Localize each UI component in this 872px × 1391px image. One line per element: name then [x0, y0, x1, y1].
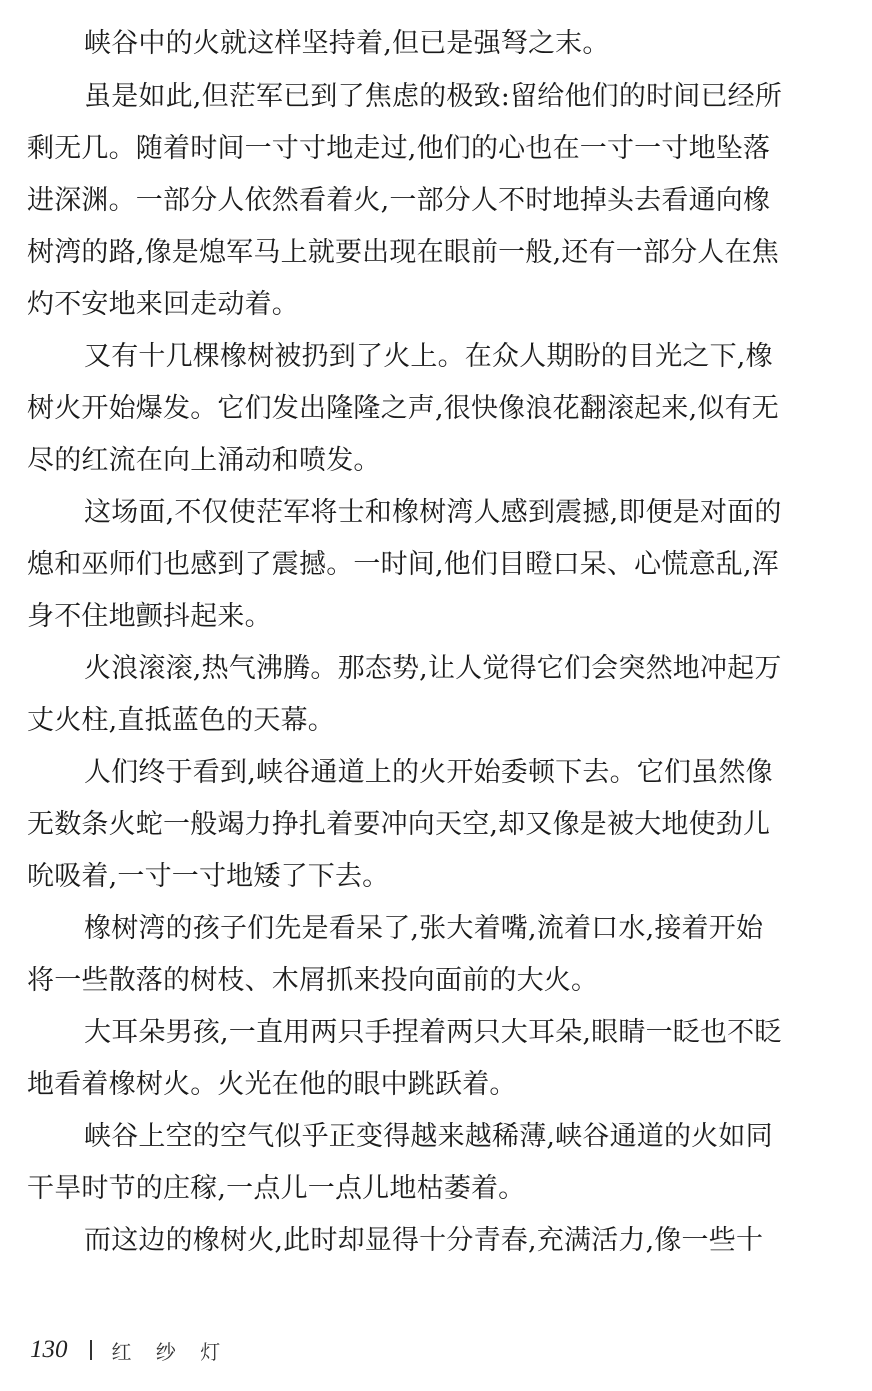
paragraph-3-line-3: 尽的红流在向上涌动和喷发。 [27, 445, 381, 476]
paragraph-8-line-1: 大耳朵男孩,一直用两只手捏着两只大耳朵,眼睛一眨也不眨 [84, 1017, 782, 1048]
paragraph-6-line-2: 无数条火蛇一般竭力挣扎着要冲向天空,却又像是被大地使劲儿 [27, 809, 771, 840]
paragraph-5-line-2: 丈火柱,直抵蓝色的天幕。 [27, 705, 335, 736]
paragraph-9-line-1: 峡谷上空的空气似乎正变得越来越稀薄,峡谷通道的火如同 [84, 1121, 773, 1152]
paragraph-2-line-3: 进深渊。一部分人依然看着火,一部分人不时地掉头去看通向橡 [27, 185, 771, 216]
page-number: 130 [30, 1336, 68, 1363]
paragraph-6-line-3: 吮吸着,一寸一寸地矮了下去。 [27, 861, 390, 892]
paragraph-7-line-1: 橡树湾的孩子们先是看呆了,张大着嘴,流着口水,接着开始 [84, 913, 764, 944]
paragraph-2-line-5: 灼不安地来回走动着。 [27, 289, 299, 320]
footer-divider [90, 1340, 92, 1360]
paragraph-2-line-1: 虽是如此,但茫军已到了焦虑的极致:留给他们的时间已经所 [84, 81, 783, 112]
book-title: 红 纱 灯 [111, 1339, 230, 1364]
paragraph-8-line-2: 地看着橡树火。火光在他的眼中跳跃着。 [27, 1069, 517, 1100]
paragraph-10-line-1: 而这边的橡树火,此时却显得十分青春,充满活力,像一些十 [84, 1225, 764, 1256]
paragraph-3-line-1: 又有十几棵橡树被扔到了火上。在众人期盼的目光之下,橡 [84, 341, 773, 372]
paragraph-4-line-2: 熄和巫师们也感到了震撼。一时间,他们目瞪口呆、心慌意乱,浑 [27, 549, 779, 580]
paragraph-7-line-2: 将一些散落的树枝、木屑抓来投向面前的大火。 [27, 965, 599, 996]
paragraph-1-line-1: 峡谷中的火就这样坚持着,但已是强弩之末。 [84, 28, 610, 59]
paragraph-4-line-1: 这场面,不仅使茫军将士和橡树湾人感到震撼,即便是对面的 [84, 497, 782, 528]
paragraph-9-line-2: 干旱时节的庄稼,一点儿一点儿地枯萎着。 [27, 1173, 526, 1204]
page-footer [30, 1334, 229, 1366]
paragraph-4-line-3: 身不住地颤抖起来。 [27, 601, 272, 632]
paragraph-2-line-4: 树湾的路,像是熄军马上就要出现在眼前一般,还有一部分人在焦 [27, 237, 779, 268]
paragraph-3-line-2: 树火开始爆发。它们发出隆隆之声,很快像浪花翻滚起来,似有无 [27, 393, 779, 424]
paragraph-5-line-1: 火浪滚滚,热气沸腾。那态势,让人觉得它们会突然地冲起万 [84, 653, 782, 684]
paragraph-6-line-1: 人们终于看到,峡谷通道上的火开始委顿下去。它们虽然像 [84, 757, 773, 788]
paragraph-2-line-2: 剩无几。随着时间一寸寸地走过,他们的心也在一寸一寸地坠落 [27, 133, 771, 164]
